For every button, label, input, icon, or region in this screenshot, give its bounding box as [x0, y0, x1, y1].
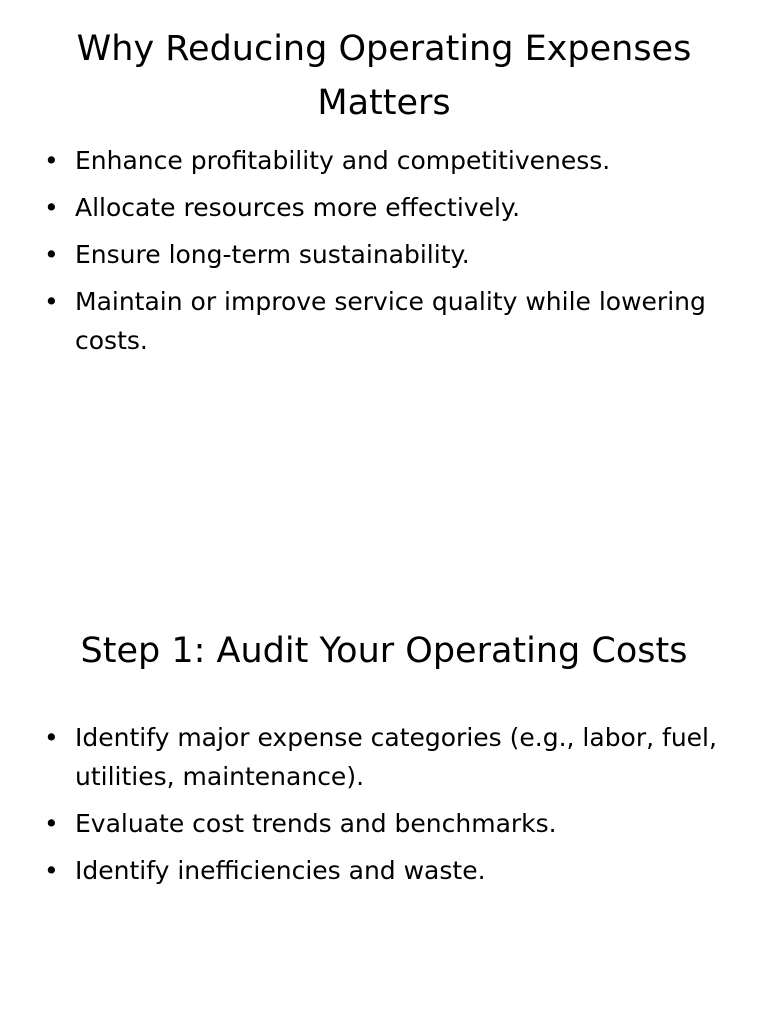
bullet-dot-icon: • [44, 723, 59, 752]
bullet-dot-icon: • [44, 193, 59, 222]
slide-title: Step 1: Audit Your Operating Costs [80, 631, 688, 671]
bullet-text: Evaluate cost trends and benchmarks. [75, 809, 557, 838]
bullet-item [44, 851, 734, 890]
bullet-dot-icon: • [44, 856, 59, 885]
slide-2 [0, 512, 768, 1024]
bullet-text: Identify major expense categories (e.g., labor, fuel, utilities, maintenance). [75, 723, 717, 791]
bullet-text: Ensure long-term sustainability. [75, 240, 470, 269]
bullet-text: Enhance profitability and competitiveness. [75, 146, 611, 175]
bullet-list [44, 718, 734, 898]
bullet-text: Allocate resources more effectively. [75, 193, 521, 222]
bullet-item [44, 804, 734, 843]
bullet-dot-icon: • [44, 146, 59, 175]
bullet-item [44, 282, 734, 360]
bullet-list [44, 141, 734, 368]
bullet-item [44, 188, 734, 227]
bullet-item [44, 141, 734, 180]
bullet-text: Identify inefficiencies and waste. [75, 856, 486, 885]
bullet-item [44, 718, 734, 796]
bullet-item [44, 235, 734, 274]
slide-title: Why Reducing Operating Expenses Matters [76, 29, 692, 123]
bullet-dot-icon: • [44, 287, 59, 316]
bullet-text: Maintain or improve service quality while lowering costs. [75, 287, 706, 355]
bullet-dot-icon: • [44, 240, 59, 269]
bullet-dot-icon: • [44, 809, 59, 838]
